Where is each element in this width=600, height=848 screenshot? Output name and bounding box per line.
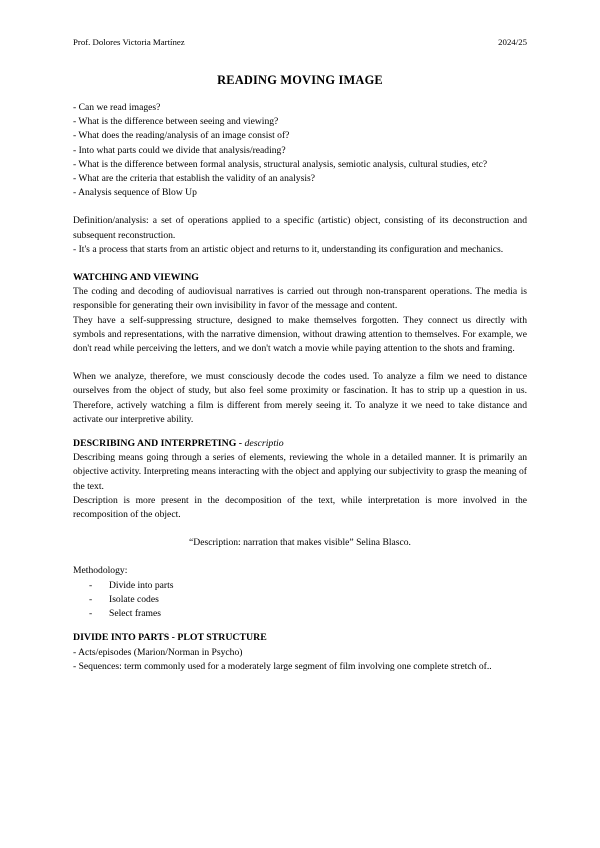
document-title: READING MOVING IMAGE (217, 73, 383, 87)
spacer (73, 257, 527, 271)
methodology-list (73, 579, 527, 622)
header-author: Prof. Dolores Victoria Martínez (73, 37, 185, 47)
heading-text: DESCRIBING AND INTERPRETING - (73, 438, 245, 450)
question-item: - Analysis sequence of Blow Up (73, 187, 197, 199)
definition-block (73, 214, 527, 257)
question-item: - Into what parts could we divide that analysis/reading? (73, 144, 286, 156)
definition-paragraph: Definition/analysis: a set of operations applied to a specific (artistic) object, consisting of its deconstruction and subsequent reconstruction. (73, 215, 527, 241)
section-paragraph: Description is more present in the decomposition of the text, while interpretation is more involved in the recomposition of the object. (73, 494, 527, 521)
section-paragraph: They have a self-suppressing structure, designed to make themselves forgotten. They connect us directly with symbols and representations, with the narrative dimension, without drawing attention to themselves. For example, we don't read while perceiving the letters, and we don't watch a movie while paying attention to the shots and framing. (73, 314, 527, 355)
section-describing (73, 437, 527, 550)
heading-sub: descriptio (244, 438, 284, 450)
section-methodology (73, 564, 527, 621)
section-heading (73, 437, 527, 451)
section-paragraph: When we analyze, therefore, we must consciously decode the codes used. To analyze a film we need to distance ourselves from the object of study, but also feel some proximity or fascination. It has to strip up a question in us. Therefore, actively watching a film is different from merely seeing it. To analyze it we need to take distance and activate our interpretive ability. (73, 371, 527, 425)
section-heading: DIVIDE INTO PARTS - PLOT STRUCTURE (73, 632, 267, 644)
methodology-label: Methodology: (73, 565, 128, 577)
section-paragraph: - Sequences: term commonly used for a moderately large segment of film involving one complete stretch of.. (73, 660, 492, 672)
question-item: - Can we read images? (73, 102, 161, 113)
question-item: - What are the criteria that establish the validity of an analysis? (73, 173, 315, 185)
question-item: - What does the reading/analysis of an image consist of? (73, 130, 290, 142)
list-item-text: Isolate codes (109, 593, 159, 605)
section-watching (73, 271, 527, 427)
list-item: - Select frames (89, 607, 527, 621)
spacer (73, 356, 527, 370)
section-paragraph: - Acts/episodes (Marion/Norman in Psycho) (73, 646, 243, 658)
spacer (73, 522, 527, 536)
question-item: - What is the difference between formal analysis, structural analysis, semiotic analysis, cultural studies, etc? (73, 158, 488, 170)
list-item: - Isolate codes (89, 593, 527, 607)
list-item: - Divide into parts (89, 579, 527, 593)
spacer (73, 621, 527, 631)
definition-paragraph: - It's a process that starts from an artistic object and returns to it, understanding its configuration and mechanics. (73, 243, 504, 255)
question-item: - What is the difference between seeing and viewing? (73, 116, 279, 128)
header-year: 2024/25 (498, 37, 527, 47)
questions-list (73, 101, 527, 200)
section-paragraph: The coding and decoding of audiovisual narratives is carried out through non-transparent operations. The media is responsible for generating their own invisibility in favor of the message and content. (73, 286, 527, 312)
list-item-text: Select frames (109, 608, 161, 620)
section-paragraph: Describing means going through a series of elements, reviewing the whole in a detailed manner. It is primarily an objective activity. Interpreting means interacting with the object and applying our subjectivity to grasp the meaning of the text. (73, 452, 527, 492)
spacer (73, 200, 527, 214)
quote: “Description: narration that makes visible” Selina Blasco. (189, 537, 411, 549)
spacer (73, 427, 527, 437)
section-heading: WATCHING AND VIEWING (73, 272, 199, 284)
section-divide (73, 631, 527, 674)
page-header (73, 37, 527, 48)
spacer (73, 550, 527, 564)
list-item-text: Divide into parts (109, 579, 174, 591)
